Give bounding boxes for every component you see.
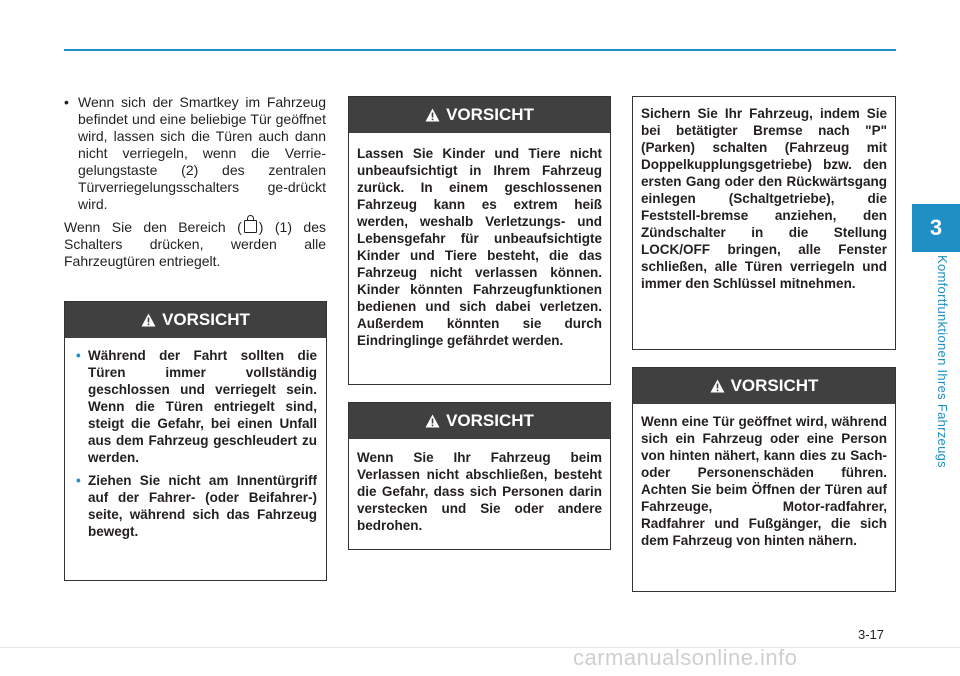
caution-header xyxy=(349,403,610,439)
caution-body: Lassen Sie Kinder und Tiere nicht unbeaufsichtigt in Ihrem Fahrzeug zurück. In einem geschlossenen Fahrzeug kann es extrem heiß werden, weshalb Verletzungs- und Lebensgefahr für unbeaufsichtigte Kinder und Tiere besteht, die das Fahrzeug nicht verlassen können. Kinder könnten Fahrzeugfunktionen bedienen und sich dabei verletzen. Außerdem könnten sie durch Eindringlinge gefährdet werden. xyxy=(357,146,602,348)
footer-rule xyxy=(0,647,960,648)
intro-column xyxy=(64,94,326,270)
unlock-paragraph xyxy=(64,219,326,270)
caution-header xyxy=(349,97,610,133)
chapter-number: 3 xyxy=(929,215,943,240)
para-text-before: Wenn Sie den Bereich ( xyxy=(64,219,242,235)
watermark: carmanualsonline.info xyxy=(573,645,798,670)
caution-body: Sichern Sie Ihr Fahrzeug, indem Sie bei betätigter Bremse nach "P" (Parken) schalten (Fahrzeug mit Doppelkupplungsgetriebe) bzw. den ersten Gang oder den Rückwärtsgang einlegen (Schaltgetriebe), die Feststell-bremse anziehen, den Zündschalter in die Stellung LOCK/OFF bringen, alle Fenster schließen, alle Türen verriegeln und immer den Schlüssel mitnehmen. xyxy=(641,106,887,291)
warning-icon xyxy=(425,108,440,122)
bullet-text: Wenn sich der Smartkey im Fahrzeug befindet und eine beliebige Tür geöffnet wird, lassen sich die Türen auch dann nicht verriegeln, wenn die Verrie-gelungstaste (2) des zentralen Türverriegelungsschalters ge-drückt wird. xyxy=(78,94,326,212)
chapter-title: Komfortfunktionen Ihres Fahrzeugs xyxy=(935,255,950,468)
caution-box-opening xyxy=(632,367,896,592)
unlock-icon xyxy=(244,220,257,233)
bullet-dot: • xyxy=(76,348,81,363)
chapter-tab[interactable] xyxy=(912,204,960,252)
caution-body: Wenn Sie Ihr Fahrzeug beim Verlassen nicht abschließen, besteht die Gefahr, dass sich Personen darin verstecken und Sie oder andere bedrohen. xyxy=(357,450,602,533)
caution-title: VORSICHT xyxy=(446,411,534,430)
caution-title: VORSICHT xyxy=(730,376,819,395)
caution-header xyxy=(65,302,326,338)
caution-box-children xyxy=(348,96,611,385)
caution-item-text: Während der Fahrt sollten die Türen immer vollständig geschlossen und verriegelt sein. Wenn die Türen entriegelt sind, steigt die Gefahr, bei einen Unfall aus dem Fahrzeug geschleudert zu werden. xyxy=(88,348,317,465)
list-item xyxy=(76,472,317,540)
caution-header xyxy=(633,368,895,404)
page-number: 3-17 xyxy=(858,627,885,642)
caution-item-text: Ziehen Sie nicht am Innentürgriff auf der Fahrer- (oder Beifahrer-) seite, während sich das Fahrzeug bewegt. xyxy=(88,473,317,539)
caution-body xyxy=(65,338,326,554)
warning-icon xyxy=(141,313,156,327)
caution-box-securing xyxy=(632,96,896,350)
warning-icon xyxy=(710,379,725,393)
caution-body: Wenn eine Tür geöffnet wird, während sich ein Fahrzeug oder eine Person von hinten nähert, kann dies zu Sach- oder Personenschäden führen. Achten Sie beim Öffnen der Türen auf Fahrzeuge, Motor-radfahrer, Radfahrer und Fußgänger, die sich dem Fahrzeug von hinten nähern. xyxy=(641,414,887,548)
list-item xyxy=(64,94,326,213)
caution-title: VORSICHT xyxy=(446,105,534,124)
caution-box-doors xyxy=(64,301,327,581)
para-text-after: ) (1) des Schalters drücken, werden alle Fahrzeugtüren entriegelt. xyxy=(64,219,326,269)
bullet-dot: • xyxy=(64,94,69,110)
caution-title: VORSICHT xyxy=(162,310,250,329)
header-rule xyxy=(64,49,896,51)
warning-icon xyxy=(425,414,440,428)
list-item xyxy=(76,347,317,466)
bullet-dot: • xyxy=(76,473,81,488)
caution-box-locking xyxy=(348,402,611,550)
